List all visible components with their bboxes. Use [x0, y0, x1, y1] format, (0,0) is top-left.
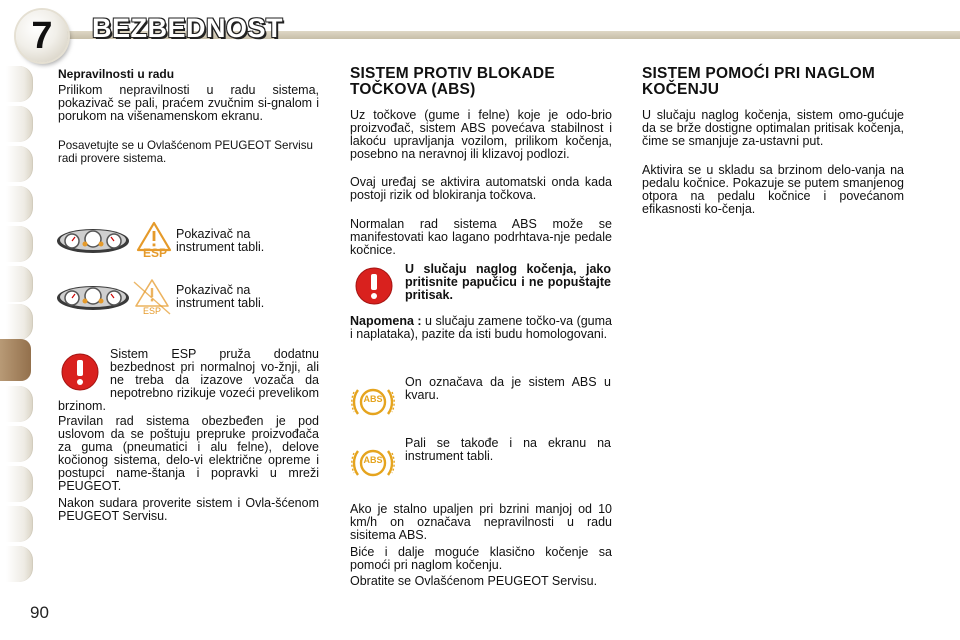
note-text: u slučaju zamene točko-va (guma i naplataka), pazite da isti budu homologovani. — [350, 314, 612, 341]
chapter-tab-6[interactable] — [6, 266, 33, 302]
abs-display-text: Pali se takođe i na ekranu na instrument tabli. — [405, 436, 611, 463]
instrument-cluster-icon — [56, 283, 130, 313]
left-paragraph-4: Nakon sudara proverite sistem i Ovla-šćenom PEUGEOT Servisu. — [58, 496, 319, 523]
chapter-tab-10[interactable] — [6, 466, 33, 502]
middle-paragraph-3: Normalan rad sistema ABS može se manifestovati kao lagano podrhtava-nje pedale kočnice. — [350, 217, 612, 257]
abs-badge-label: ABS — [363, 394, 383, 404]
middle-paragraph-4: Ako je stalno upaljen pri bzrini manjoj od 10 km/h on označava nepravilnosti u radu sisitema ABS. — [350, 502, 612, 542]
esp-badge-label: ESP — [142, 246, 167, 260]
left-paragraph-1: Prilikom nepravilnosti u radu sistema, pokazivač se pali, praćem zvučnim si-gnalom i porukom na višenamenskom ekranu. — [58, 83, 319, 123]
note-label: Napomena : — [350, 314, 422, 328]
chapter-tab-7[interactable] — [6, 304, 33, 340]
left-subheading: Nepravilnosti u radu — [58, 67, 175, 81]
abs-fault-text: On označava da je sistem ABS u kvaru. — [405, 375, 611, 402]
chapter-tab-active[interactable] — [0, 339, 31, 381]
middle-paragraph-5: Biće i dalje moguće klasično kočenje sa pomoći pri naglom kočenju. — [350, 545, 612, 572]
brake-assist-heading: SISTEM POMOĆI PRI NAGLOM KOČENJU — [642, 65, 876, 98]
chapter-tab-5[interactable] — [6, 226, 33, 262]
abs-badge-label: ABS — [363, 455, 383, 465]
indicator-2-label: Pokazivač na instrument tabli. — [176, 283, 265, 310]
chapter-tab-12[interactable] — [6, 546, 33, 582]
left-paragraph-2: Posavetujte se u Ovlašćenom PEUGEOT Servisu radi provere sistema. — [58, 139, 313, 165]
page-number: 90 — [30, 603, 49, 622]
middle-paragraph-1: Uz točkove (gume i felne) koje je odo-brio proizvođač, sistem ABS povećava stabilnost i lakoću upravljanja vozilom, prilikom kočenja, posebno na neravnoj ili klizavoj podlozi. — [350, 108, 612, 161]
chapter-tab-2[interactable] — [6, 106, 33, 142]
warning-exclamation-icon — [354, 266, 394, 306]
instrument-cluster-icon — [56, 226, 130, 256]
page-title: BEZBEDNOST — [92, 13, 284, 43]
abs-warning-text: U slučaju naglog kočenja, jako pritisnite papučicu i ne popuštajte pritisak. — [405, 262, 611, 302]
abs-heading: SISTEM PROTIV BLOKADE TOČKOVA (ABS) — [350, 65, 555, 98]
right-paragraph-2: Aktivira se u skladu sa brzinom delo-vanja na pedalu kočnice. Pokazuje se putem smanjenog otpora na pedalu kočnice i povećanom efikasnosti ko-čenja. — [642, 163, 904, 216]
indicator-1-label: Pokazivač na instrument tabli. — [176, 227, 265, 254]
esp-off-badge-label: ESP — [142, 306, 161, 316]
chapter-tab-3[interactable] — [6, 146, 33, 182]
chapter-tab-8[interactable] — [6, 386, 33, 422]
right-paragraph-1: U slučaju naglog kočenja, sistem omo-gućuje da se brže dostigne optimalan pritisak kočenja, čime se smanjuje za-ustavni put. — [642, 108, 904, 148]
chapter-tab-4[interactable] — [6, 186, 33, 222]
chapter-tab-9[interactable] — [6, 426, 33, 462]
left-paragraph-3: Pravilan rad sistema obezbeđen je pod uslovom da se poštuju prepruke proizvođača za guma (pneumatici i alu felne), delove kočionog sistema, delo-vi električne opreme i postupci name-štanja i popravki u mreži PEUGEOT. — [58, 414, 319, 493]
chapter-tab-11[interactable] — [6, 506, 33, 542]
middle-paragraph-2: Ovaj uređaj se aktivira automatski onda kada postoji rizik od blokiranja točkova. — [350, 175, 612, 202]
middle-paragraph-6: Obratite se Ovlašćenom PEUGEOT Servisu. — [350, 574, 598, 588]
chapter-tab-1[interactable] — [6, 66, 33, 102]
middle-note — [350, 315, 612, 341]
chapter-number: 7 — [31, 15, 53, 57]
esp-warning-text: Sistem ESP pruža dodatnu bezbednost pri normalnoj vo-žnji, ali ne treba da izazove vozača da nepotrebno rizikuje vozeći prevelikom brzinom. — [58, 347, 319, 413]
